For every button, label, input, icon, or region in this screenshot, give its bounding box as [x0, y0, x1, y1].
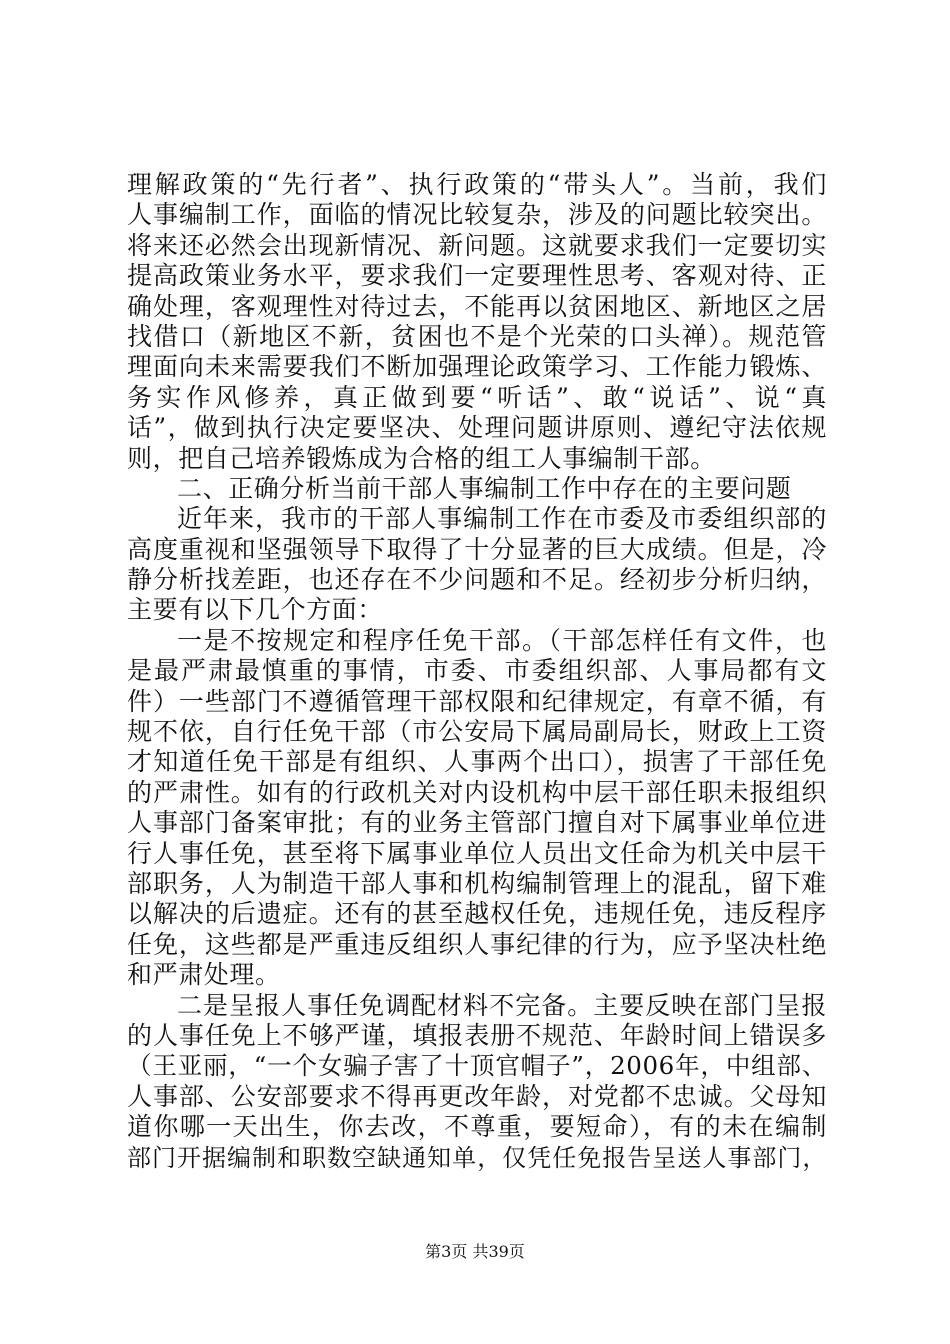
text-line: 任免，这些都是严重违反组织人事纪律的行为，应予坚决杜绝	[127, 929, 827, 959]
text-line: 的严肃性。如有的行政机关对内设机构中层干部任职未报组织	[127, 777, 827, 807]
text-line: 高度重视和坚强领导下取得了十分显著的巨大成绩。但是，冷	[127, 534, 827, 564]
text-line: 人事编制工作，面临的情况比较复杂，涉及的问题比较突出。	[127, 200, 827, 230]
text-line: 将来还必然会出现新情况、新问题。这就要求我们一定要切实	[127, 230, 827, 260]
text-line: 找借口（新地区不新，贫困也不是个光荣的口头禅）。规范管	[127, 321, 827, 351]
text-line: 以解决的后遗症。还有的甚至越权任免，违规任免，违反程序	[127, 899, 827, 929]
text-line: 件）一些部门不遵循管理干部权限和纪律规定，有章不循，有	[127, 686, 827, 716]
text-line: 部职务，人为制造干部人事和机构编制管理上的混乱，留下难	[127, 868, 827, 898]
text-line: 人事部、公安部要求不得再更改年龄，对党都不忠诚。父母知	[127, 1081, 827, 1111]
text-line: 话”，做到执行决定要坚决、处理问题讲原则、遵纪守法依规	[127, 413, 827, 443]
text-line: 二是呈报人事任免调配材料不完备。主要反映在部门呈报	[177, 990, 827, 1020]
body-text	[127, 170, 827, 1173]
text-line: 一是不按规定和程序任免干部。（干部怎样任有文件，也	[177, 625, 827, 655]
text-line: 确处理，客观理性对待过去，不能再以贫困地区、新地区之居	[127, 291, 827, 321]
text-line: 和严肃处理。	[127, 960, 281, 990]
text-line: 理面向未来需要我们不断加强理论政策学习、工作能力锻炼、	[127, 352, 827, 382]
text-line: 人事部门备案审批；有的业务主管部门擅自对下属事业单位进	[127, 808, 827, 838]
text-line: 部门开据编制和职数空缺通知单，仅凭任免报告呈送人事部门，	[127, 1143, 827, 1172]
text-line: 近年来，我市的干部人事编制工作在市委及市委组织部的	[177, 504, 827, 534]
text-line: 务实作风修养，真正做到要“听话”、敢“说话”、说“真	[127, 382, 827, 412]
text-line: （王亚丽，“一个女骗子害了十顶官帽子”，2006年，中组部、	[127, 1051, 827, 1081]
text-line: 的人事任免上不够严谨，填报表册不规范、年龄时间上错误多	[127, 1020, 827, 1050]
text-line: 是最严肃最慎重的事情，市委、市委组织部、人事局都有文	[127, 656, 827, 686]
text-line: 道你哪一天出生，你去改，不尊重，要短命），有的未在编制	[127, 1112, 827, 1142]
page-number-footer: 第3页 共39页	[425, 1242, 525, 1261]
text-line: 静分析找差距，也还存在不少问题和不足。经初步分析归纳，	[127, 565, 827, 595]
text-line: 理解政策的“先行者”、执行政策的“带头人”。当前，我们	[127, 170, 827, 199]
text-line: 规不依，自行任免干部（市公安局下属局副局长，财政上工资	[127, 717, 827, 747]
text-line: 行人事任免，甚至将下属事业单位人员出文任命为机关中层干	[127, 838, 827, 868]
text-line: 主要有以下几个方面：	[127, 595, 384, 625]
text-line: 提高政策业务水平，要求我们一定要理性思考、客观对待、正	[127, 261, 827, 291]
section-heading: 二、正确分析当前干部人事编制工作中存在的主要问题	[177, 473, 792, 503]
text-line: 才知道任免干部是有组织、人事两个出口），损害了干部任免	[127, 747, 827, 777]
text-line: 则，把自己培养锻炼成为合格的组工人事编制干部。	[127, 443, 716, 473]
